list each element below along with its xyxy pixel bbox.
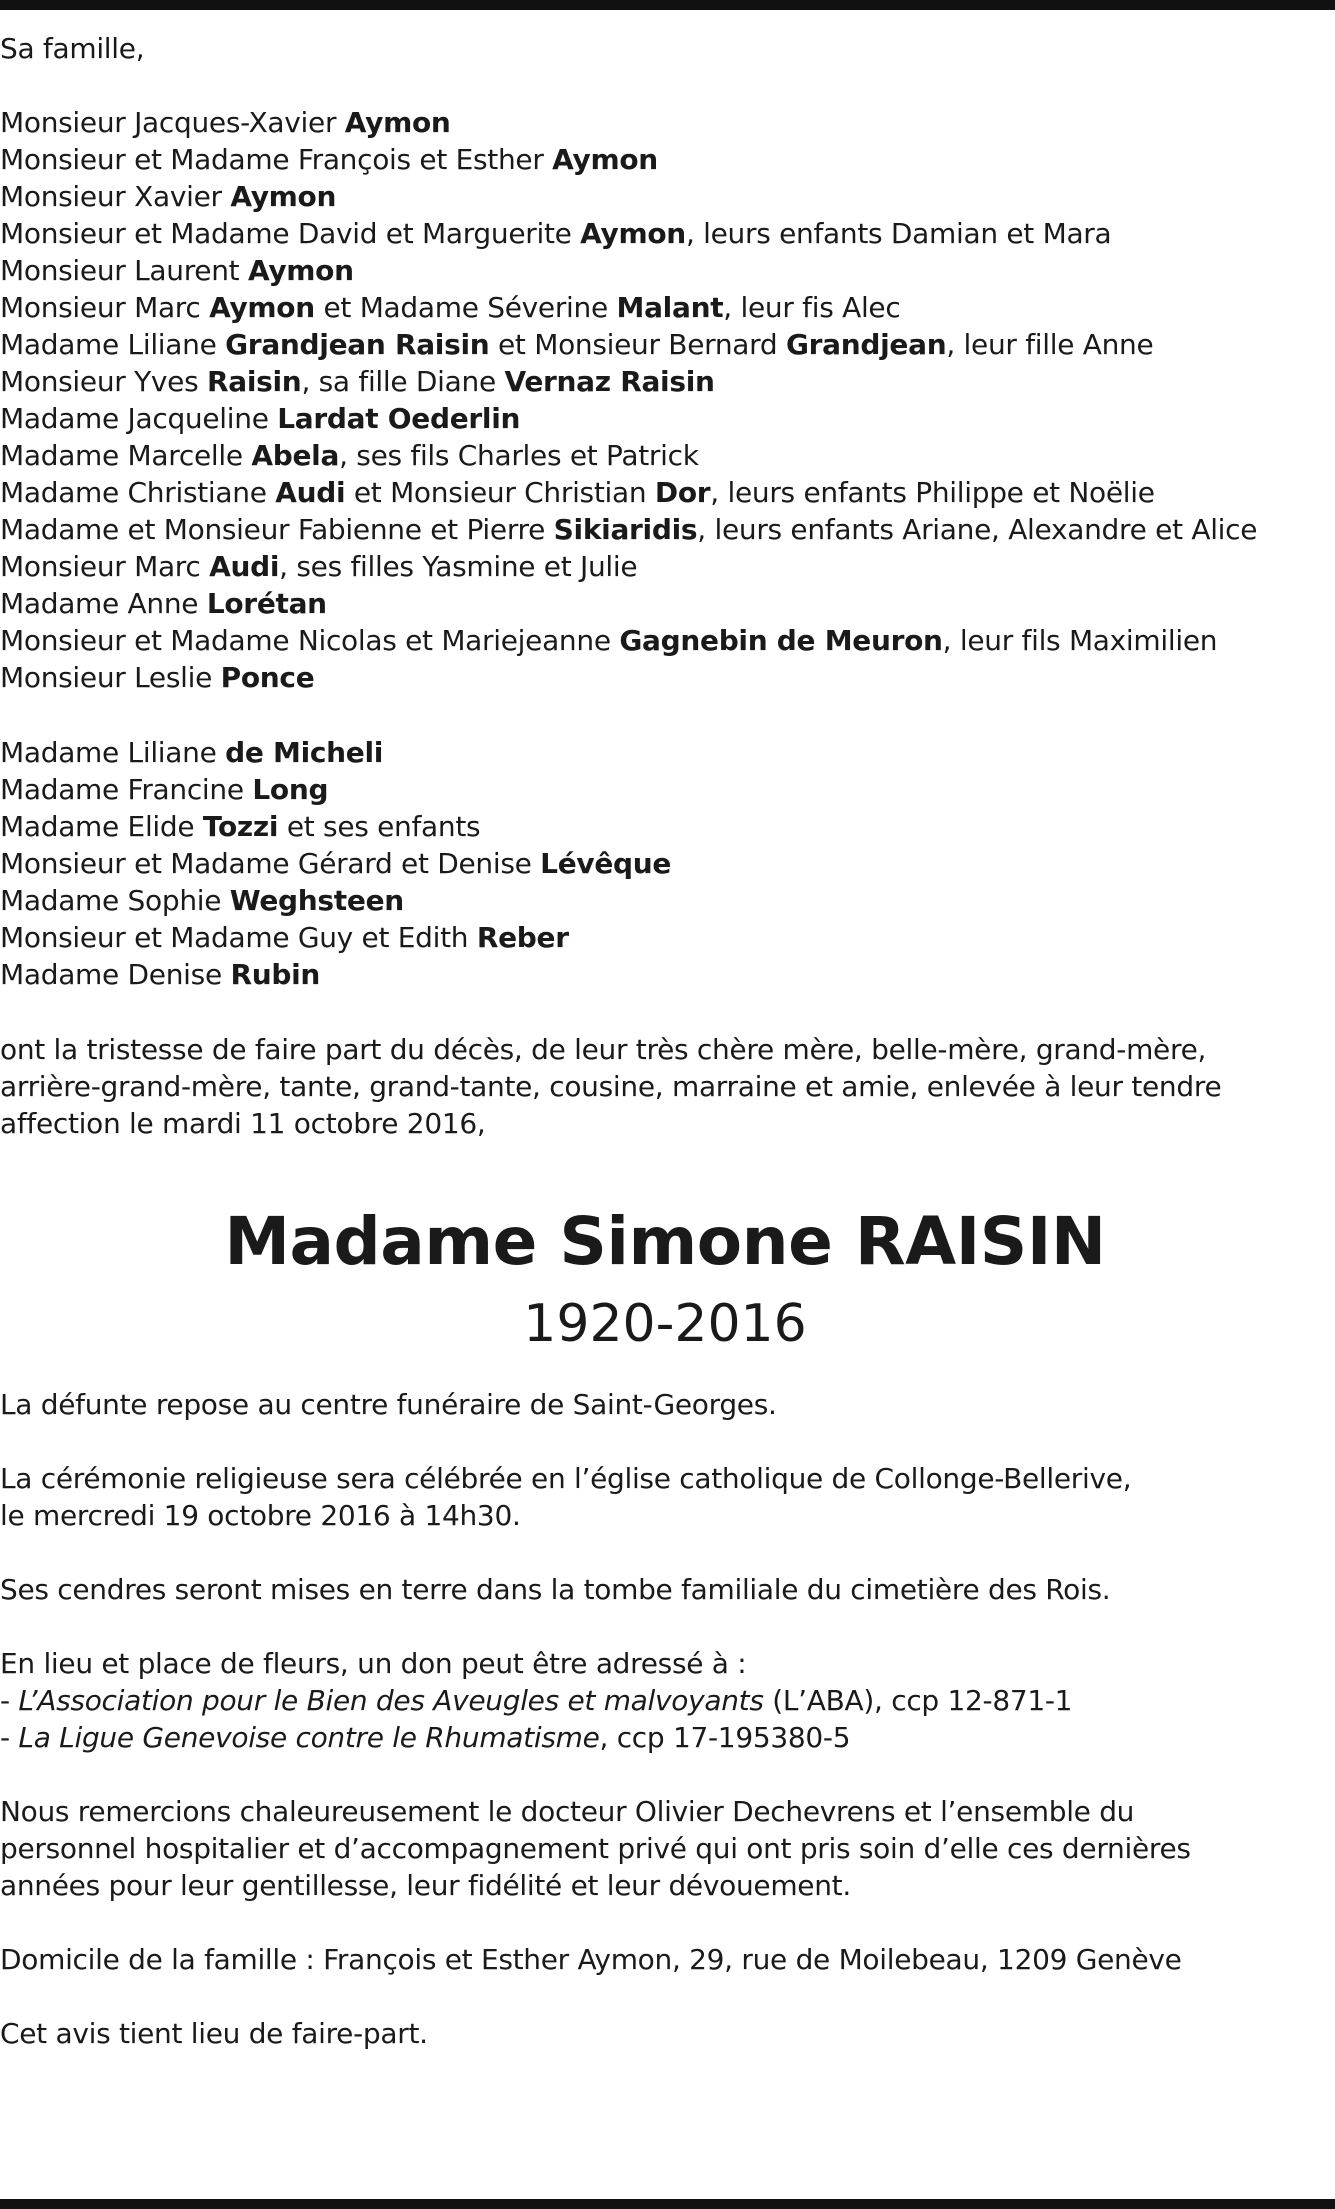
- family-surname: Grandjean: [785, 328, 947, 361]
- family-surname: Aymon: [247, 254, 354, 287]
- family-member-line: [0, 771, 1330, 808]
- family-member-line: [0, 474, 1330, 511]
- family-text: Monsieur Yves: [0, 365, 207, 398]
- family-member-line: [0, 326, 1330, 363]
- spacer: [0, 1978, 1330, 2015]
- ceremony-line: le mercredi 19 octobre 2016 à 14h30.: [0, 1499, 521, 1532]
- family-text: Monsieur Jacques-Xavier: [0, 106, 345, 139]
- thanks-line: années pour leur gentillesse, leur fidélité et leur dévouement.: [0, 1869, 851, 1902]
- ashes-line: Ses cendres seront mises en terre dans la tombe familiale du cimetière des Rois.: [0, 1573, 1111, 1606]
- family-text: Monsieur et Madame Nicolas et Mariejeanne: [0, 624, 620, 657]
- family-member-line: [0, 178, 1330, 215]
- family-text: , leur fils Maximilien: [942, 624, 1218, 657]
- spacer: [0, 696, 1330, 734]
- family-surname: Lorétan: [206, 587, 327, 620]
- donation-item: - L’Association pour le Bien des Aveugles et malvoyants (L’ABA), ccp 12-871-1: [0, 1684, 1073, 1717]
- domicile-line: Domicile de la famille : François et Esther Aymon, 29, rue de Moilebeau, 1209 Genève: [0, 1943, 1182, 1976]
- family-member-line: [0, 104, 1330, 141]
- deceased-name: Madame Simone RAISIN: [224, 1203, 1106, 1280]
- bottom-border-rule: [0, 2199, 1335, 2209]
- family-surname: Reber: [476, 921, 569, 954]
- spacer: [0, 1608, 1330, 1645]
- family-surname: Lévêque: [540, 847, 672, 880]
- family-surname: Dor: [654, 476, 711, 509]
- family-text: Madame Jacqueline: [0, 402, 278, 435]
- family-text: , ses fils Charles et Patrick: [339, 439, 699, 472]
- top-border-rule: [0, 0, 1335, 10]
- family-text: Monsieur Xavier: [0, 180, 231, 213]
- announcement-line: ont la tristesse de faire part du décès, de leur très chère mère, belle-mère, grand-mère,: [0, 1033, 1207, 1066]
- family-surname: Sikiaridis: [553, 513, 698, 546]
- family-text: Monsieur et Madame François et Esther: [0, 143, 553, 176]
- family-list-primary: [0, 104, 1330, 696]
- family-surname: Rubin: [230, 958, 321, 991]
- family-surname: Aymon: [344, 106, 451, 139]
- family-member-line: [0, 400, 1330, 437]
- family-text: Monsieur Laurent: [0, 254, 248, 287]
- spacer: [0, 1142, 1330, 1198]
- donation-info: [0, 1645, 1330, 1756]
- family-member-line: [0, 252, 1330, 289]
- family-surname: Grandjean Raisin: [225, 328, 490, 361]
- family-member-line: [0, 141, 1330, 178]
- family-text: Madame Francine: [0, 773, 253, 806]
- family-member-line: [0, 956, 1330, 993]
- family-member-line: [0, 734, 1330, 771]
- family-member-line: [0, 548, 1330, 585]
- family-member-line: [0, 622, 1330, 659]
- family-surname: Ponce: [220, 661, 315, 694]
- family-text: et Monsieur Bernard: [489, 328, 786, 361]
- family-member-line: [0, 215, 1330, 252]
- ceremony-line: La cérémonie religieuse sera célébrée en l’église catholique de Collonge-Bellerive,: [0, 1462, 1132, 1495]
- family-text: Madame Denise: [0, 958, 231, 991]
- family-surname: Aymon: [230, 180, 337, 213]
- family-text: Monsieur et Madame Guy et Edith: [0, 921, 477, 954]
- family-member-line: [0, 845, 1330, 882]
- family-surname: Raisin: [206, 365, 302, 398]
- family-text: Madame Liliane: [0, 328, 226, 361]
- family-text: , leurs enfants Damian et Mara: [685, 217, 1112, 250]
- family-member-line: [0, 511, 1330, 548]
- family-text: et Madame Séverine: [314, 291, 617, 324]
- ceremony-info: [0, 1460, 1330, 1534]
- donation-item: - La Ligue Genevoise contre le Rhumatisme, ccp 17-195380-5: [0, 1721, 851, 1754]
- family-text: , leur fille Anne: [946, 328, 1154, 361]
- family-text: Madame Elide: [0, 810, 203, 843]
- spacer: [0, 993, 1330, 1031]
- family-surname: Lardat Oederlin: [277, 402, 521, 435]
- family-text: Monsieur et Madame Gérard et Denise: [0, 847, 541, 880]
- thanks-line: personnel hospitalier et d’accompagnement privé qui ont pris soin d’elle ces dernières: [0, 1832, 1191, 1865]
- thanks-line: Nous remercions chaleureusement le docteur Olivier Dechevrens et l’ensemble du: [0, 1795, 1135, 1828]
- family-surname: Vernaz Raisin: [504, 365, 715, 398]
- greeting: Sa famille,: [0, 32, 145, 65]
- family-text: , leurs enfants Philippe et Noëlie: [710, 476, 1155, 509]
- family-member-line: [0, 289, 1330, 326]
- family-text: Monsieur Leslie: [0, 661, 221, 694]
- family-text: , sa fille Diane: [301, 365, 505, 398]
- family-text: Madame Anne: [0, 587, 207, 620]
- family-member-line: [0, 659, 1330, 696]
- family-list-secondary: [0, 734, 1330, 993]
- family-text: Monsieur Marc: [0, 550, 210, 583]
- family-surname: Audi: [275, 476, 346, 509]
- family-member-line: [0, 437, 1330, 474]
- announcement-line: affection le mardi 11 octobre 2016,: [0, 1107, 486, 1140]
- family-text: et Monsieur Christian: [345, 476, 655, 509]
- family-text: et ses enfants: [278, 810, 481, 843]
- family-surname: Tozzi: [202, 810, 279, 843]
- donation-org: La Ligue Genevoise contre le Rhumatisme: [18, 1721, 600, 1754]
- family-text: , ses filles Yasmine et Julie: [279, 550, 638, 583]
- family-text: , leur fis Alec: [723, 291, 901, 324]
- family-text: Madame Liliane: [0, 736, 226, 769]
- family-text: , leurs enfants Ariane, Alexandre et Alice: [697, 513, 1258, 546]
- spacer: [0, 1423, 1330, 1460]
- family-text: Madame Sophie: [0, 884, 230, 917]
- donation-intro: En lieu et place de fleurs, un don peut être adressé à :: [0, 1647, 747, 1680]
- family-surname: Malant: [616, 291, 724, 324]
- spacer: [0, 1756, 1330, 1793]
- announcement-line: arrière-grand-mère, tante, grand-tante, cousine, marraine et amie, enlevée à leur tendre: [0, 1070, 1222, 1103]
- family-surname: Abela: [251, 439, 340, 472]
- family-member-line: [0, 882, 1330, 919]
- repose-line: La défunte repose au centre funéraire de Saint-Georges.: [0, 1388, 777, 1421]
- family-surname: de Micheli: [225, 736, 384, 769]
- spacer: [0, 1904, 1330, 1941]
- family-surname: Aymon: [552, 143, 658, 176]
- obituary-notice: [0, 30, 1330, 2052]
- closing-line: Cet avis tient lieu de faire-part.: [0, 2017, 428, 2050]
- family-surname: Weghsteen: [229, 884, 404, 917]
- family-text: Monsieur Marc: [0, 291, 210, 324]
- family-text: Madame et Monsieur Fabienne et Pierre: [0, 513, 554, 546]
- family-member-line: [0, 363, 1330, 400]
- family-surname: Aymon: [209, 291, 315, 324]
- family-text: Madame Christiane: [0, 476, 276, 509]
- family-member-line: [0, 919, 1330, 956]
- announcement: [0, 1031, 1330, 1142]
- deceased-years: 1920-2016: [523, 1294, 807, 1354]
- family-surname: Audi: [209, 550, 280, 583]
- donation-org: L’Association pour le Bien des Aveugles et malvoyants: [18, 1684, 764, 1717]
- spacer: [0, 1534, 1330, 1571]
- spacer: [0, 67, 1330, 104]
- family-member-line: [0, 585, 1330, 622]
- family-surname: Long: [252, 773, 329, 806]
- family-text: Madame Marcelle: [0, 439, 252, 472]
- family-text: Monsieur et Madame David et Marguerite: [0, 217, 581, 250]
- thanks-paragraph: [0, 1793, 1330, 1904]
- family-member-line: [0, 808, 1330, 845]
- family-surname: Aymon: [580, 217, 686, 250]
- family-surname: Gagnebin de Meuron: [619, 624, 943, 657]
